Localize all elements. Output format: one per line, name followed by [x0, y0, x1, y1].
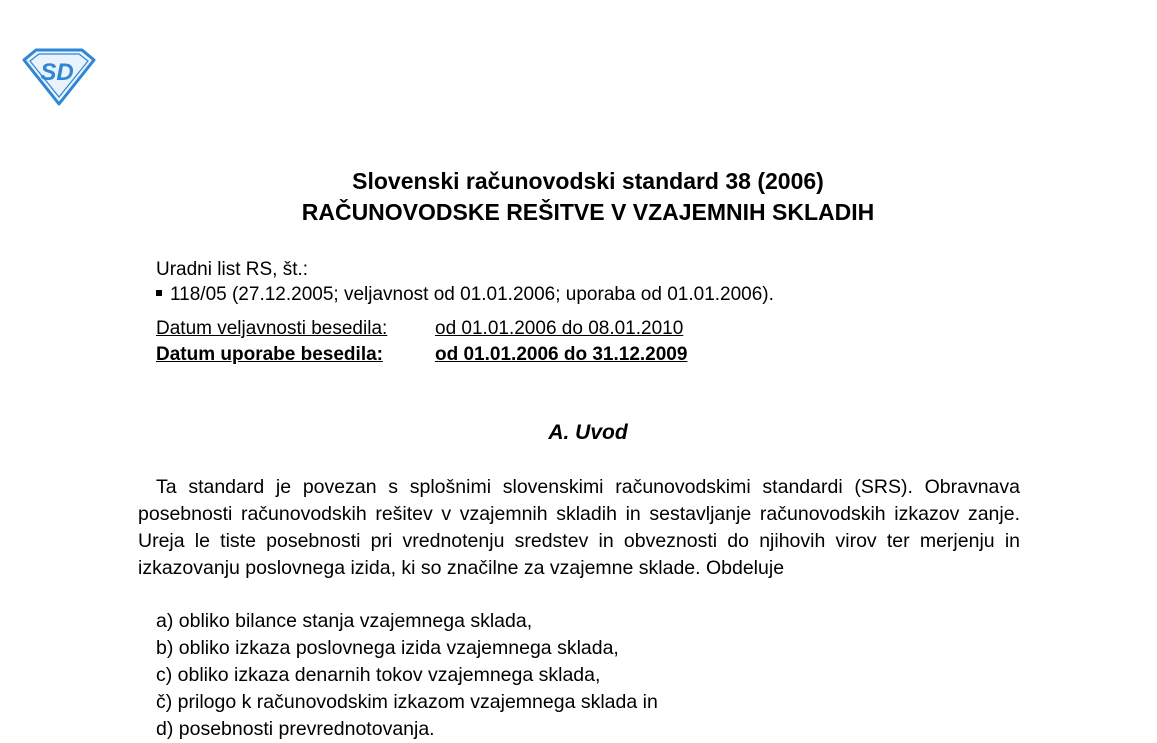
bullet-icon — [156, 290, 162, 296]
title-line-1: Slovenski računovodski standard 38 (2006) — [352, 168, 824, 194]
document-title — [0, 166, 1157, 228]
list-item: č) prilogo k računovodskim izkazom vzajemnega sklada in — [156, 691, 658, 713]
validity-label: Datum veljavnosti besedila: — [156, 318, 388, 339]
gazette-entry-text: 118/05 (27.12.2005; veljavnost od 01.01.2006; uporaba od 01.01.2006). — [170, 284, 774, 305]
scope-list — [156, 608, 658, 743]
intro-paragraph: Ta standard je povezan s splošnimi slovenskimi računovodskimi standardi (SRS). Obravnava posebnosti računovodskih rešitev v vzajemnih skladih in sestavljanje računovodskih izkazov zanje. Ureja le tiste posebnosti pri vrednotenju sredstev in obveznosti do njihovih virov ter merjenju in izkazovanju poslovnega izida, ki so značilne za vzajemne sklade. Obdeluje — [138, 476, 1020, 579]
list-item: c) obliko izkaza denarnih tokov vzajemnega sklada, — [156, 664, 601, 686]
date-info — [156, 316, 687, 368]
validity-value: od 01.01.2006 do 08.01.2010 — [435, 318, 684, 339]
title-line-2: RAČUNOVODSKE REŠITVE V VZAJEMNIH SKLADIH — [301, 199, 875, 225]
usage-label: Datum uporabe besedila: — [156, 344, 383, 365]
list-item: a) obliko bilance stanja vzajemnega sklada, — [156, 610, 533, 632]
section-heading: A. Uvod — [548, 421, 628, 444]
list-item: d) posebnosti prevrednotovanja. — [156, 718, 435, 740]
list-item: b) obliko izkaza poslovnega izida vzajemnega sklada, — [156, 637, 619, 659]
gazette-info — [156, 257, 774, 307]
gazette-entry — [156, 282, 774, 307]
sd-logo — [22, 48, 96, 106]
gazette-label: Uradni list RS, št.: — [156, 259, 309, 280]
validity-row — [156, 316, 687, 342]
svg-text:SD: SD — [40, 59, 74, 86]
usage-row — [156, 342, 687, 368]
usage-value: od 01.01.2006 do 31.12.2009 — [435, 344, 688, 365]
